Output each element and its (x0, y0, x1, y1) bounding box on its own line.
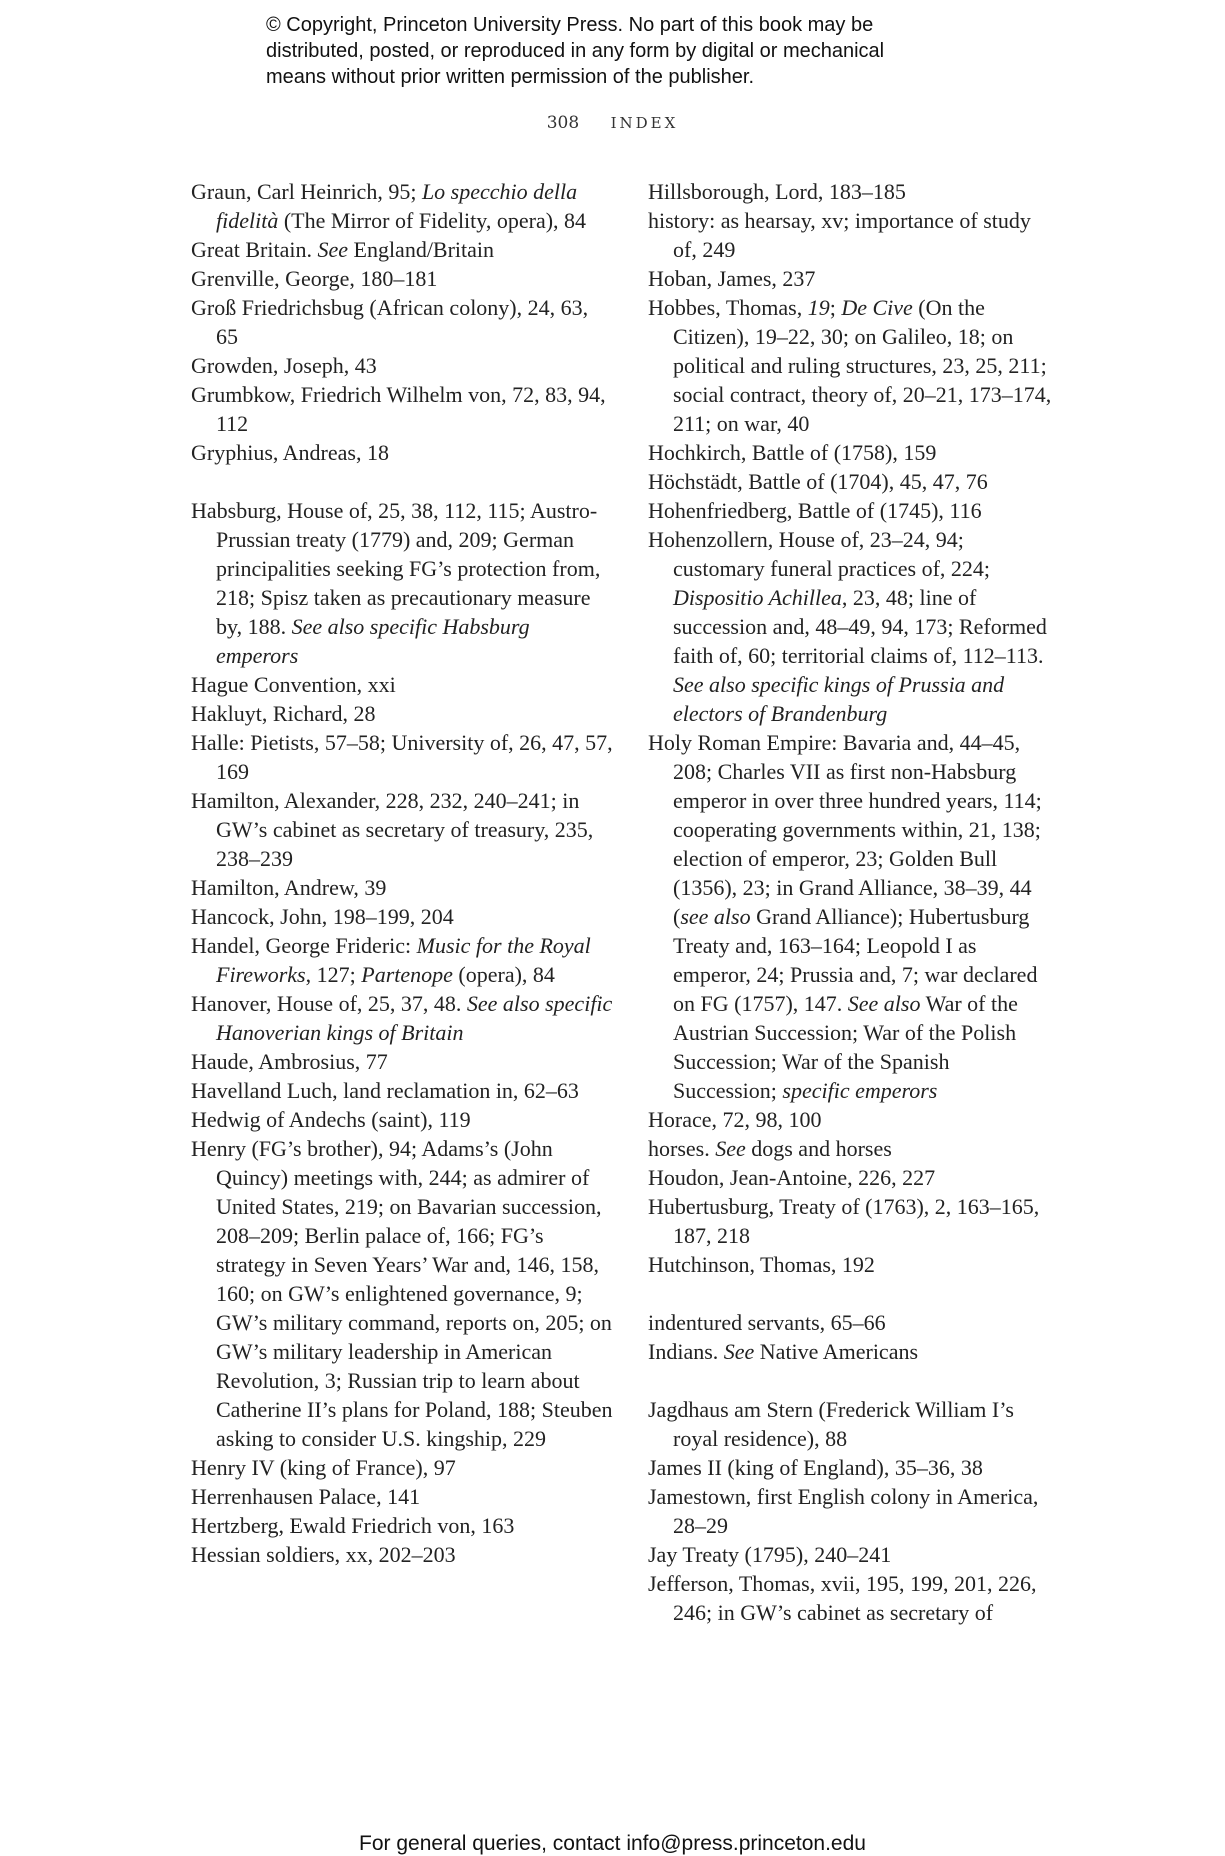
contact-footer: For general queries, contact info@press.princeton.edu (359, 1832, 866, 1855)
entry-text: (The Mirror of Fidelity, opera), 84 (278, 208, 587, 233)
index-entry (191, 670, 614, 699)
entry-text: England/Britain (348, 237, 495, 262)
entry-text: Jay Treaty (1795), 240–241 (648, 1542, 892, 1567)
index-entry (191, 380, 614, 438)
entry-text: Growden, Joseph, 43 (191, 353, 377, 378)
index-entry (648, 1395, 1058, 1453)
italic-text: see also (680, 904, 751, 929)
running-head (0, 113, 1225, 133)
entry-text: horses. (648, 1136, 716, 1161)
italic-text: De Cive (841, 295, 913, 320)
entry-text: Hertzberg, Ewald Friedrich von, 163 (191, 1513, 515, 1538)
index-entry (191, 728, 614, 786)
index-entry (191, 293, 614, 351)
index-entry (648, 1105, 1058, 1134)
index-entry (191, 1076, 614, 1105)
index-entry (191, 902, 614, 931)
index-entry (191, 496, 614, 670)
index-entry (648, 1250, 1058, 1279)
index-entry (191, 931, 614, 989)
index-entry (191, 177, 614, 235)
entry-text: Hohenfriedberg, Battle of (1745), 116 (648, 498, 982, 523)
entry-text: ; (829, 295, 842, 320)
entry-text: Native Americans (754, 1339, 919, 1364)
entry-text: Havelland Luch, land reclamation in, 62–63 (191, 1078, 579, 1103)
index-entry (648, 467, 1058, 496)
index-entry (648, 1482, 1058, 1540)
entry-text: Hamilton, Alexander, 228, 232, 240–241; in GW’s cabinet as secretary of treasury, 235, 238–239 (191, 788, 594, 871)
index-entry (648, 206, 1058, 264)
index-entry (648, 525, 1058, 728)
entry-text: Grumbkow, Friedrich Wilhelm von, 72, 83, 94, 112 (191, 382, 606, 436)
index-entry (648, 1308, 1058, 1337)
index-entry (648, 1192, 1058, 1250)
index-entry (191, 264, 614, 293)
entry-text: Grenville, George, 180–181 (191, 266, 438, 291)
entry-text: Hakluyt, Richard, 28 (191, 701, 376, 726)
index-entry (191, 1482, 614, 1511)
entry-text: , 23, 48; line of succession and, 48–49, 94, 173; Reformed faith of, 60; territorial claims of, 112–113. (673, 585, 1047, 668)
entry-text: Horace, 72, 98, 100 (648, 1107, 822, 1132)
entry-text: Hohenzollern, House of, 23–24, 94; customary funeral practices of, 224; (648, 527, 991, 581)
entry-text: Jamestown, first English colony in America, 28–29 (648, 1484, 1039, 1538)
entry-text: Henry (FG’s brother), 94; Adams’s (John Quincy) meetings with, 244; as admirer of United States, 219; on Bavarian succession, 208–209; Berlin palace of, 166; FG’s strategy in Seven Years’ War and, 146, 158, 160; on GW’s enlightened governance, 9; GW’s military command, reports on, 205; on GW’s military leadership in American Revolution, 3; Russian trip to learn about Catherine II’s plans for Poland, 188; Steuben asking to consider U.S. kingship, 229 (191, 1136, 613, 1451)
index-entry (648, 1540, 1058, 1569)
index-entry (648, 264, 1058, 293)
copyright-notice (266, 12, 1026, 90)
index-entry (648, 1453, 1058, 1482)
running-title: INDEX (610, 114, 679, 132)
index-entry (648, 496, 1058, 525)
entry-text: Hedwig of Andechs (saint), 119 (191, 1107, 471, 1132)
italic-text: See also (847, 991, 921, 1016)
entry-text: history: as hearsay, xv; importance of study of, 249 (648, 208, 1031, 262)
italic-text: See also specific kings of Prussia and electors of Brandenburg (673, 672, 1005, 726)
entry-text: (opera), 84 (452, 962, 555, 987)
entry-text: Hobbes, Thomas, (648, 295, 808, 320)
entry-text: Habsburg, House of, 25, 38, 112, 115; Austro-Prussian treaty (1779) and, 209; German principalities seeking FG’s protection from, 218; Spisz taken as precautionary measure by, 188. (191, 498, 601, 639)
entry-text: War of the Austrian Succession; War of the Polish Succession; War of the Spanish Succession; (673, 991, 1018, 1103)
entry-text: indentured servants, 65–66 (648, 1310, 886, 1335)
index-entry (191, 786, 614, 873)
index-entry (648, 293, 1058, 438)
entry-text: (On the Citizen), 19–22, 30; on Galileo, 18; on political and ruling structures, 23, 25, 211; social contract, theory of, 20–21, 173–174, 211; on war, 40 (673, 295, 1052, 436)
copyright-line: means without prior written permission of the publisher. (266, 66, 755, 88)
index-entry (648, 1337, 1058, 1366)
entry-text: Groß Friedrichsbug (African colony), 24, 63, 65 (191, 295, 589, 349)
entry-text: Hoban, James, 237 (648, 266, 816, 291)
entry-text: Henry IV (king of France), 97 (191, 1455, 456, 1480)
italic-text: Lo specchio della fidelità (216, 179, 578, 233)
italic-text: See (723, 1339, 755, 1364)
entry-text: Haude, Ambrosius, 77 (191, 1049, 388, 1074)
index-entry (191, 873, 614, 902)
italic-text: See (317, 237, 348, 262)
copyright-line: distributed, posted, or reproduced in any form by digital or mechanical (266, 40, 885, 62)
index-entry (191, 989, 614, 1047)
page-number: 308 (546, 113, 580, 133)
italic-text: Partenope (361, 962, 453, 987)
entry-text: Hutchinson, Thomas, 192 (648, 1252, 875, 1277)
italic-text: See also specific Hanoverian kings of Britain (216, 991, 613, 1045)
entry-text: Hancock, John, 198–199, 204 (191, 904, 454, 929)
entry-text: Herrenhausen Palace, 141 (191, 1484, 421, 1509)
entry-text: Gryphius, Andreas, 18 (191, 440, 389, 465)
entry-text: Grand Alliance); Hubertusburg Treaty and, 163–164; Leopold I as emperor, 24; Prussia and, 7; war declared on FG (1757), 147. (673, 904, 1038, 1016)
entry-text: Graun, Carl Heinrich, 95; (191, 179, 422, 204)
italic-text: specific emperors (782, 1078, 938, 1103)
index-column-left (191, 177, 614, 1569)
copyright-line: © Copyright, Princeton University Press. No part of this book may be (266, 14, 874, 36)
italic-text: See (715, 1136, 746, 1161)
entry-text: Indians. (648, 1339, 724, 1364)
entry-text: Holy Roman Empire: Bavaria and, 44–45, 208; Charles VII as first non-Habsburg emperor in over three hundred years, 114; cooperating governments within, 21, 138; election of emperor, 23; Golden Bull (1356), 23; in Grand Alliance, 38–39, 44 ( (648, 730, 1042, 929)
entry-text: Hubertusburg, Treaty of (1763), 2, 163–165, 187, 218 (648, 1194, 1040, 1248)
entry-text: Hanover, House of, 25, 37, 48. (191, 991, 467, 1016)
index-entry (191, 1134, 614, 1453)
entry-text: Höchstädt, Battle of (1704), 45, 47, 76 (648, 469, 988, 494)
entry-text: Houdon, Jean-Antoine, 226, 227 (648, 1165, 936, 1190)
index-entry (648, 438, 1058, 467)
index-entry (648, 1163, 1058, 1192)
entry-text: dogs and horses (745, 1136, 892, 1161)
index-column-right (648, 177, 1058, 1627)
index-entry (648, 728, 1058, 1105)
italic-text: Dispositio Achillea (673, 585, 842, 610)
index-entry (191, 235, 614, 264)
index-entry (191, 1511, 614, 1540)
entry-text: Handel, George Frideric: (191, 933, 417, 958)
index-entry (191, 438, 614, 467)
index-entry (648, 1569, 1058, 1627)
index-entry (191, 1047, 614, 1076)
italic-text: See also specific Habsburg emperors (216, 614, 530, 668)
index-entry (648, 1134, 1058, 1163)
entry-text: Hague Convention, xxi (191, 672, 396, 697)
italic-text: 19 (807, 295, 830, 320)
index-entry (191, 699, 614, 728)
entry-text: James II (king of England), 35–36, 38 (648, 1455, 983, 1480)
entry-text: Hillsborough, Lord, 183–185 (648, 179, 906, 204)
index-entry (191, 351, 614, 380)
entry-text: Hochkirch, Battle of (1758), 159 (648, 440, 937, 465)
entry-text: Hessian soldiers, xx, 202–203 (191, 1542, 456, 1567)
entry-text: Hamilton, Andrew, 39 (191, 875, 387, 900)
entry-text: , 127; (305, 962, 362, 987)
index-entry (648, 177, 1058, 206)
entry-text: Jefferson, Thomas, xvii, 195, 199, 201, 226, 246; in GW’s cabinet as secretary of (648, 1571, 1037, 1625)
italic-text: Music for the Royal Fireworks (216, 933, 591, 987)
entry-text: Halle: Pietists, 57–58; University of, 26, 47, 57, 169 (191, 730, 613, 784)
index-entry (191, 1453, 614, 1482)
index-entry (191, 1105, 614, 1134)
entry-text: Jagdhaus am Stern (Frederick William I’s royal residence), 88 (648, 1397, 1014, 1451)
index-entry (191, 1540, 614, 1569)
entry-text: Great Britain. (191, 237, 318, 262)
